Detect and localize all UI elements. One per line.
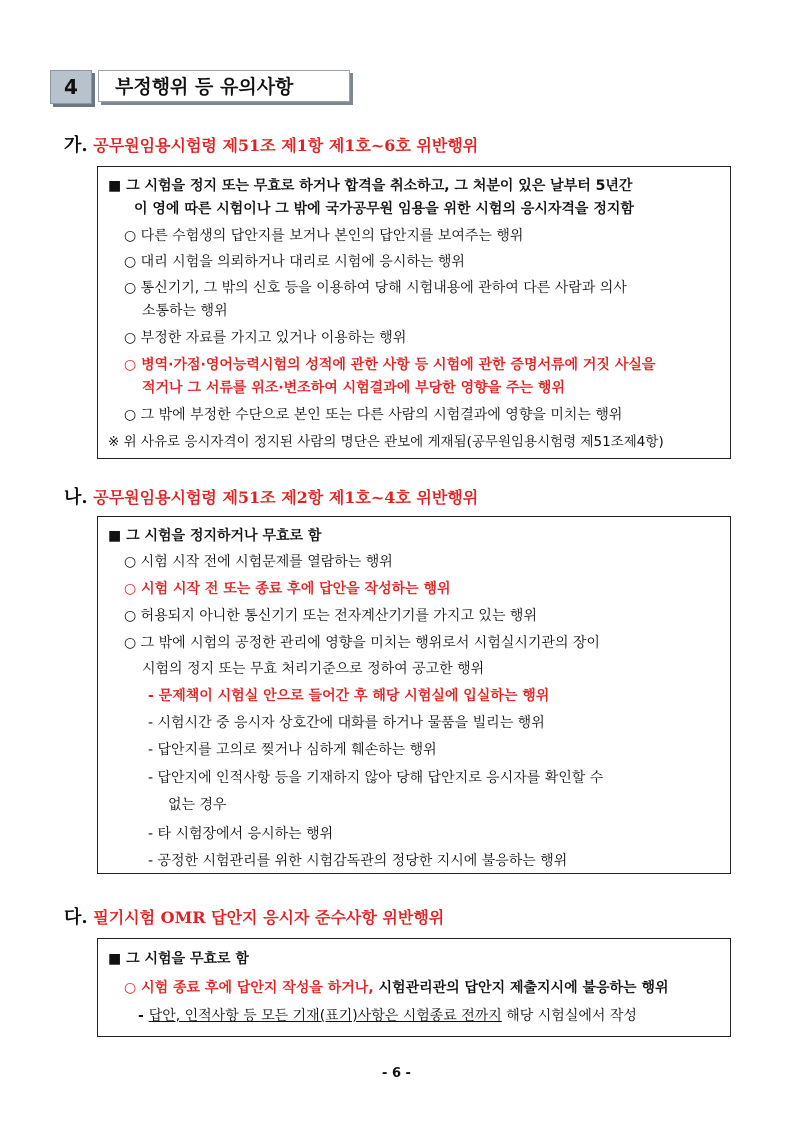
list-item: ○ 허용되지 아니한 통신기기 또는 전자계산기기를 가지고 있는 행위 (124, 608, 537, 624)
section-number: 4 (50, 70, 92, 104)
list-item: ○ 그 밖에 시험의 공정한 관리에 영향을 미치는 행위로서 시험실시기관의 장이 (124, 635, 600, 651)
sub-item-cont: 없는 경우 (168, 797, 227, 813)
sub-item: - 답안지에 인적사항 등을 기재하지 않아 당해 답안지로 응시자를 확인할 수 (148, 770, 604, 786)
list-item: ○ 그 밖에 부정한 수단으로 본인 또는 다른 사람의 시험결과에 영향을 미치는 행위 (124, 407, 623, 423)
list-item: ○ 부정한 자료를 가지고 있거나 이용하는 행위 (124, 330, 407, 346)
item-da-rest: 시험관리관의 답안지 제출지시에 불응하는 행위 (373, 980, 669, 996)
heading-da-marker: 다. (64, 907, 88, 928)
sub-item-highlight: - 문제책이 시험실 안으로 들어간 후 해당 시험실에 입실하는 행위 (148, 688, 550, 704)
list-item-highlight-cont: 적거나 그 서류를 위조·변조하여 시험결과에 부당한 영향을 주는 행위 (142, 380, 565, 396)
rule-na: ■ 그 시험을 정지하거나 무효로 함 (108, 528, 322, 544)
heading-na (64, 483, 478, 509)
heading-ga-marker: 가. (64, 135, 88, 156)
sub-item: - 공정한 시험관리를 위한 시험감독관의 정당한 지시에 불응하는 행위 (148, 853, 568, 869)
sub-item: - 답안지를 고의로 찢거나 심하게 훼손하는 행위 (148, 742, 437, 758)
list-item: ○ 대리 시험을 의뢰하거나 대리로 시험에 응시하는 행위 (124, 254, 465, 270)
box-na (97, 516, 731, 874)
heading-da (64, 903, 444, 929)
sub-da-rest: 해당 시험실에서 작성 (501, 1008, 637, 1024)
list-item: ○ 시험 시작 전에 시험문제를 열람하는 행위 (124, 554, 393, 570)
heading-na-text: 공무원임용시험령 제51조 제2항 제1호~4호 위반행위 (93, 488, 479, 507)
heading-da-text: 필기시험 OMR 답안지 응시자 준수사항 위반행위 (93, 908, 445, 927)
heading-ga-text: 공무원임용시험령 제51조 제1항 제1호~6호 위반행위 (93, 136, 479, 155)
heading-na-marker: 나. (64, 487, 88, 508)
rule-ga-1: ■ 그 시험을 정지 또는 무효로 하거나 합격을 취소하고, 그 처분이 있은 날부터 5년간 (108, 178, 633, 194)
list-item (124, 977, 669, 997)
list-item: ○ 통신기기, 그 밖의 신호 등을 이용하여 당해 시험내용에 관하여 다른 사람과 의사 (124, 280, 627, 296)
box-ga (97, 166, 731, 459)
rule-da: ■ 그 시험을 무효로 함 (108, 951, 249, 967)
section-title-text: 부정행위 등 유의사항 (98, 70, 350, 102)
sub-item: - 시험시간 중 응시자 상호간에 대화를 하거나 물품을 빌리는 행위 (148, 715, 545, 731)
list-item-highlight: ○ 병역·가점·영어능력시험의 성적에 관한 사항 등 시험에 관한 증명서류에 거짓 사실을 (124, 357, 656, 373)
heading-ga (64, 131, 478, 157)
sub-da-dash: - (138, 1008, 149, 1024)
list-item: ○ 다른 수험생의 답안지를 보거나 본인의 답안지를 보여주는 행위 (124, 228, 524, 244)
list-item-cont: 시험의 정지 또는 무효 처리기준으로 정하여 공고한 행위 (142, 661, 485, 677)
rule-ga-2: 이 영에 따른 시험이나 그 밖에 국가공무원 임용을 위한 시험의 응시자격을 정지함 (134, 201, 634, 217)
sub-item: - 타 시험장에서 응시하는 행위 (148, 826, 334, 842)
item-da-red: ○ 시험 종료 후에 답안지 작성을 하거나, (124, 980, 374, 996)
page-number: - 6 - (382, 1066, 411, 1081)
list-item-cont: 소통하는 행위 (142, 303, 228, 319)
list-item-highlight: ○ 시험 시작 전 또는 종료 후에 답안을 작성하는 행위 (124, 581, 451, 597)
note-ga: ※ 위 사유로 응시자격이 정지된 사람의 명단은 관보에 게재됨(공무원임용시험령 제51조제4항) (108, 434, 664, 450)
sub-da-underlined: 답안, 인적사항 등 모든 기재(표기)사항은 시험종료 전까지 (148, 1008, 502, 1024)
box-da (97, 938, 731, 1037)
sub-item (138, 1005, 637, 1025)
